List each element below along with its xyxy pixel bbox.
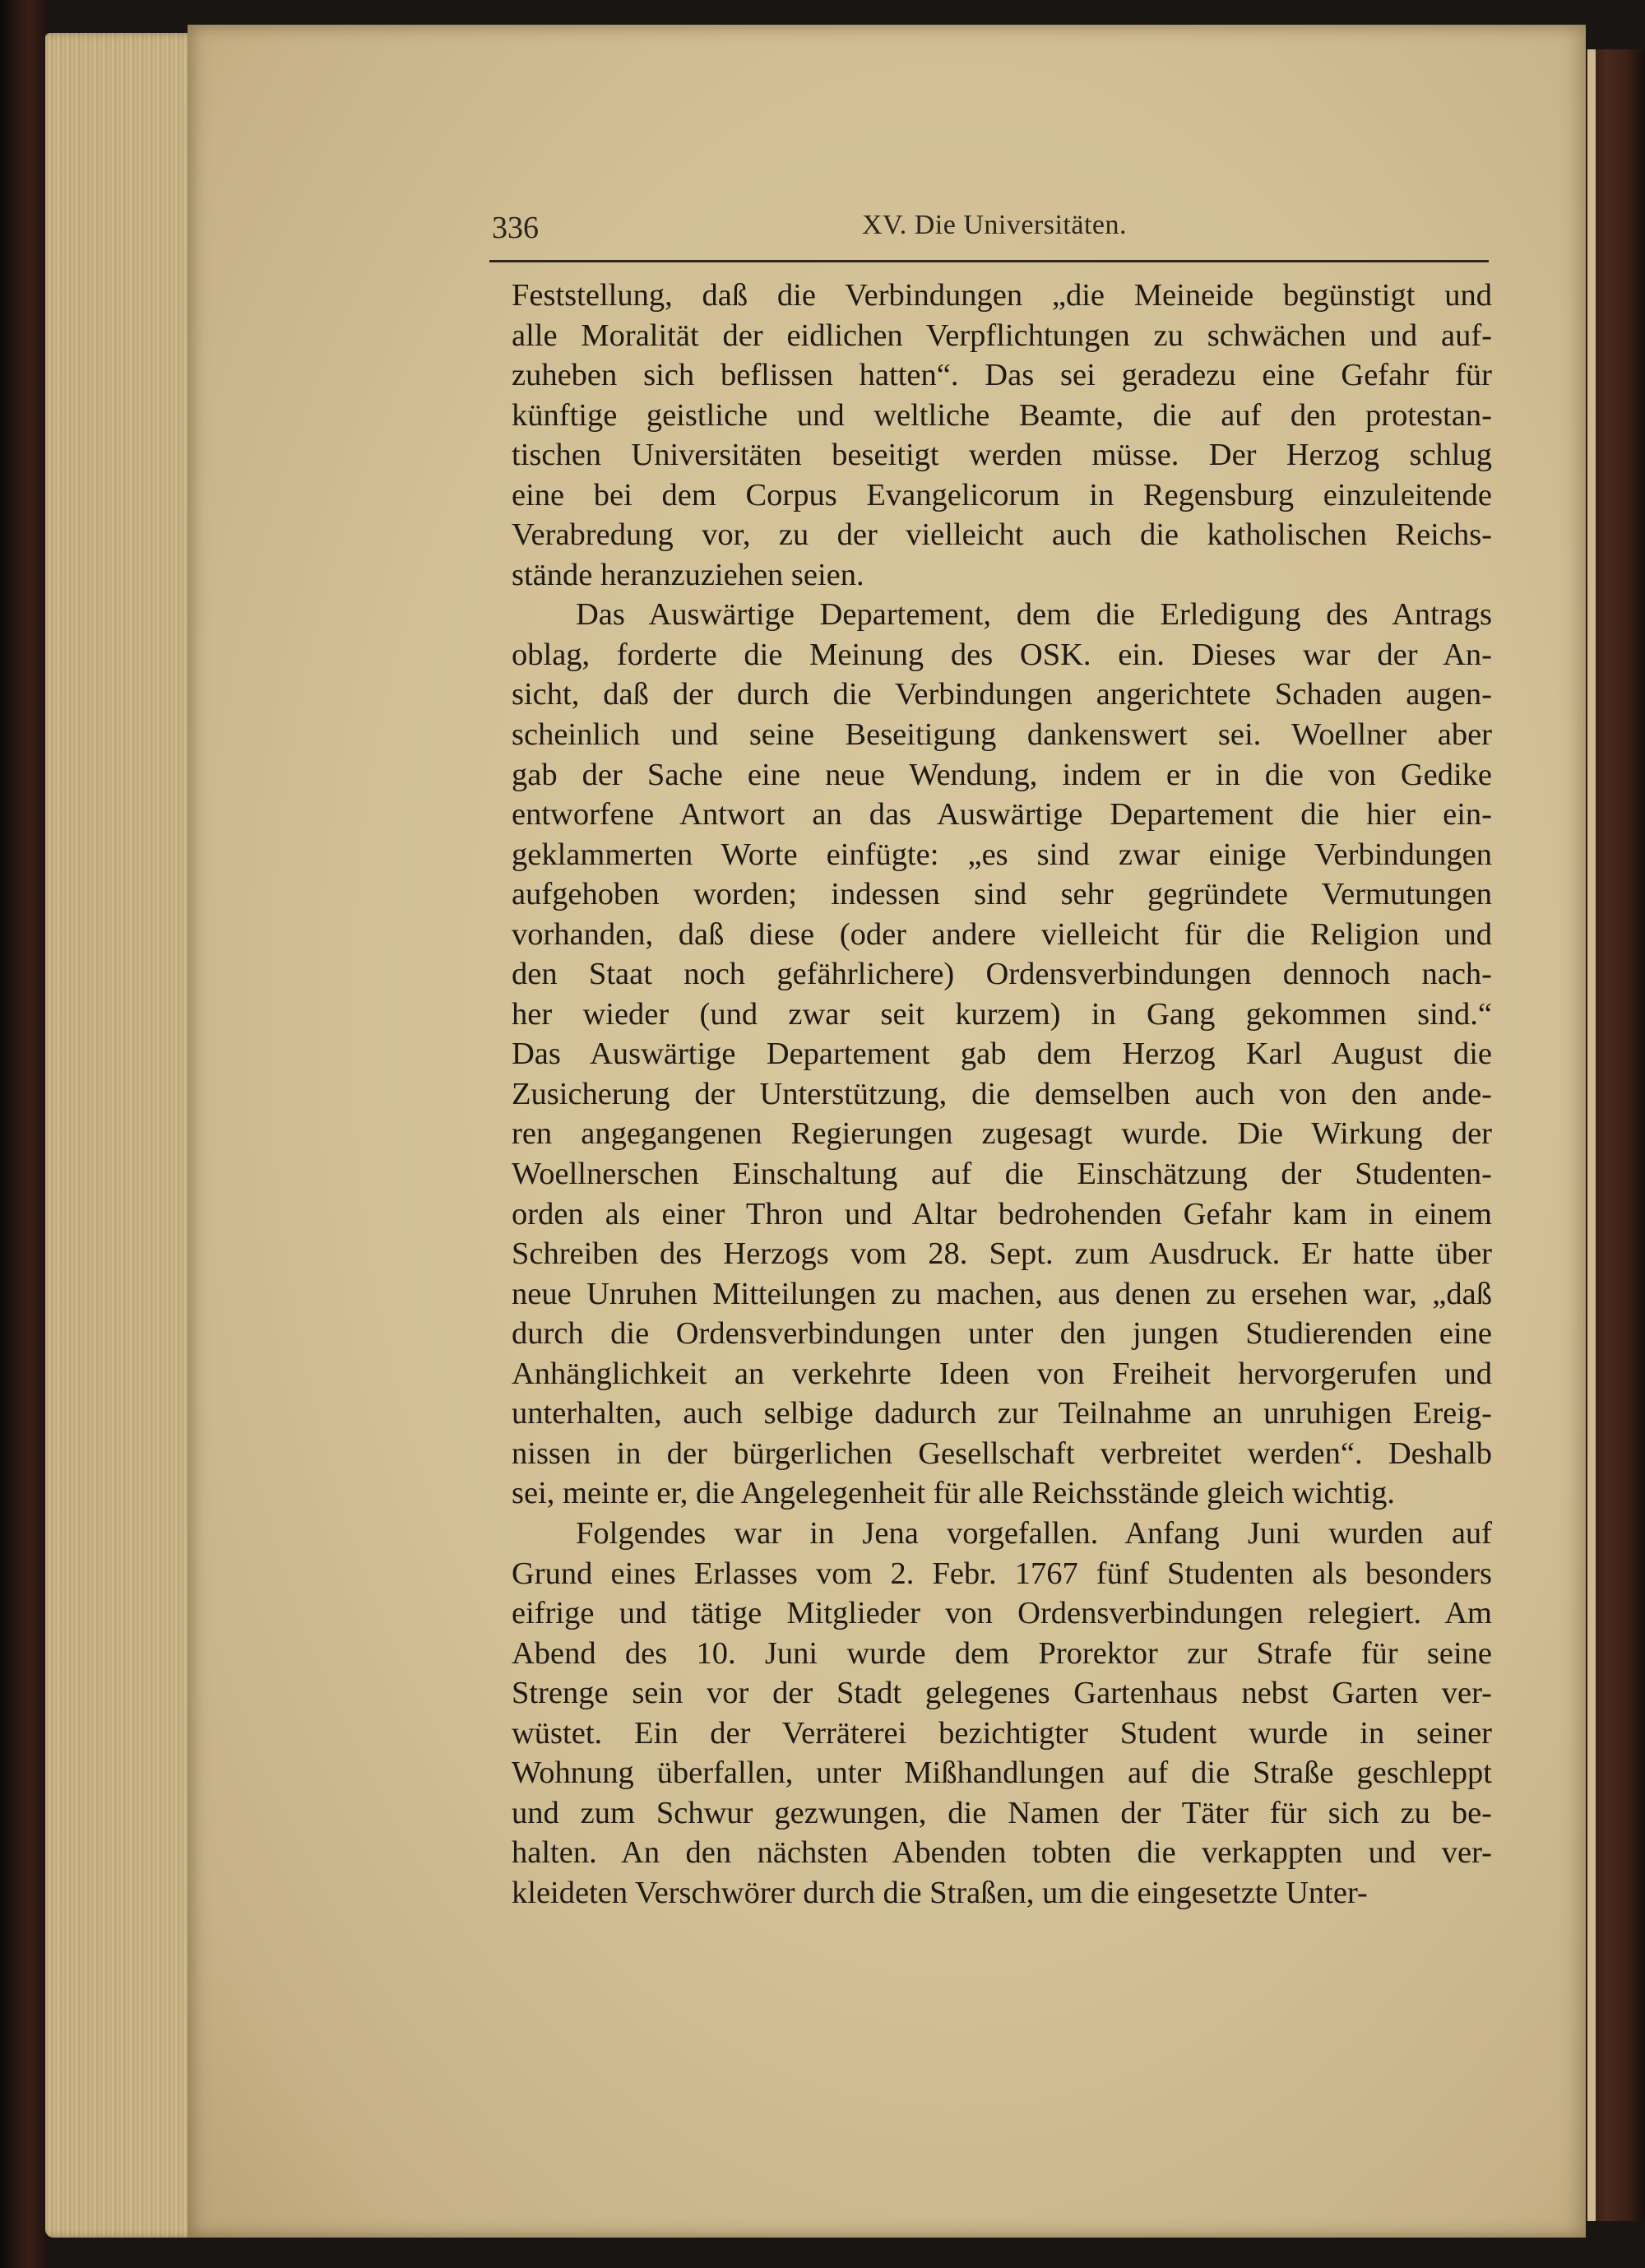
text-line: oblag, forderte die Meinung des OSK. ein. Dieses war der An- (512, 637, 1492, 672)
text-line: Feststellung, daß die Verbindungen „die Meineide begünstigt und (512, 278, 1492, 313)
text-line: Anhänglichkeit an verkehrte Ideen von Freiheit hervorgerufen und (512, 1356, 1492, 1391)
text-line: neue Unruhen Mitteilungen zu machen, aus denen zu ersehen war, „daß (512, 1276, 1492, 1311)
page-number: 336 (492, 211, 539, 245)
text-line: künftige geistliche und weltliche Beamte, die auf den protestan- (512, 397, 1492, 433)
text-line: Wohnung überfallen, unter Mißhandlungen auf die Straße geschleppt (512, 1755, 1492, 1791)
text-line: scheinlich und seine Beseitigung dankenswert sei. Woellner aber (512, 717, 1492, 753)
text-line: wüstet. Ein der Verräterei bezichtigter Student wurde in seiner (512, 1715, 1492, 1751)
text-line: sei, meinte er, die Angelegenheit für alle Reichsstände gleich wichtig. (512, 1476, 1395, 1511)
text-line: ren angegangenen Regierungen zugesagt wurde. Die Wirkung der (512, 1116, 1492, 1152)
paragraph (512, 1514, 1492, 1913)
text-line: Schreiben des Herzogs vom 28. Sept. zum Ausdruck. Er hatte über (512, 1236, 1492, 1272)
text-line: Das Auswärtige Departement gab dem Herzog Karl August die (512, 1037, 1492, 1072)
paragraph (512, 595, 1492, 1514)
text-line: vorhanden, daß diese (oder andere vielleicht für die Religion und (512, 916, 1492, 952)
text-line: Abend des 10. Juni wurde dem Prorektor zur Strafe für seine (512, 1635, 1492, 1671)
text-line: unterhalten, auch selbige dadurch zur Teilnahme an unruhigen Ereig- (512, 1396, 1492, 1431)
text-line: entworfene Antwort an das Auswärtige Departement die hier ein- (512, 797, 1492, 833)
text-line: eine bei dem Corpus Evangelicorum in Regensburg einzuleitende (512, 477, 1492, 513)
text-line: Verabredung vor, zu der vielleicht auch die katholischen Reichs- (512, 517, 1492, 553)
text-line: stände heranzuziehen seien. (512, 557, 864, 592)
header-rule (489, 260, 1489, 262)
text-line: halten. An den nächsten Abenden tobten die verkappten und ver- (512, 1835, 1492, 1871)
text-line: sicht, daß der durch die Verbindungen angerichtete Schaden augen- (512, 677, 1492, 712)
text-line: eifrige und tätige Mitglieder von Ordensverbindungen relegiert. Am (512, 1596, 1492, 1631)
text-line: durch die Ordensverbindungen unter den jungen Studierenden eine (512, 1316, 1492, 1352)
text-line: nissen in der bürgerlichen Gesellschaft verbreitet werden“. Deshalb (512, 1435, 1492, 1471)
text-line: Das Auswärtige Departement, dem die Erledigung des Antrags (576, 597, 1492, 633)
text-line: zuheben sich beflissen hatten“. Das sei geradezu eine Gefahr für (512, 358, 1492, 393)
text-line: aufgehoben worden; indessen sind sehr gegründete Vermutungen (512, 877, 1492, 912)
text-line: kleideten Verschwörer durch die Straßen, um die eingesetzte Unter- (512, 1875, 1368, 1910)
text-line: Zusicherung der Unterstützung, die demselben auch von den ande- (512, 1076, 1492, 1111)
text-line: den Staat noch gefährlichere) Ordensverbindungen dennoch nach- (512, 957, 1492, 992)
text-line: und zum Schwur gezwungen, die Namen der Täter für sich zu be- (512, 1795, 1492, 1830)
paragraph (512, 276, 1492, 595)
text-line: gab der Sache eine neue Wendung, indem er in die von Gedike (512, 757, 1492, 792)
text-line: Woellnerschen Einschaltung auf die Einschätzung der Studenten- (512, 1157, 1492, 1192)
text-line: her wieder (und zwar seit kurzem) in Gang gekommen sind.“ (512, 996, 1492, 1032)
text-line: geklammerten Worte einfügte: „es sind zwar einige Verbindungen (512, 837, 1492, 872)
page-header (492, 210, 1495, 243)
text-line: orden als einer Thron und Altar bedrohenden Gefahr kam in einem (512, 1196, 1492, 1231)
book-cover-edge (0, 0, 49, 2268)
text-line: Folgendes war in Jena vorgefallen. Anfang Juni wurden auf (576, 1515, 1492, 1551)
running-head: XV. Die Universitäten. (862, 210, 1127, 240)
facing-page-strip (1587, 49, 1596, 2221)
body-text (512, 276, 1492, 1913)
text-line: Strenge sein vor der Stadt gelegenes Gartenhaus nebst Garten ver- (512, 1676, 1492, 1711)
page-edges (45, 33, 202, 2238)
text-line: tischen Universitäten beseitigt werden müsse. Der Herzog schlug (512, 438, 1492, 473)
text-line: alle Moralität der eidlichen Verpflichtungen zu schwächen und auf- (512, 318, 1492, 353)
text-line: Grund eines Erlasses vom 2. Febr. 1767 fünf Studenten als besonders (512, 1556, 1492, 1591)
